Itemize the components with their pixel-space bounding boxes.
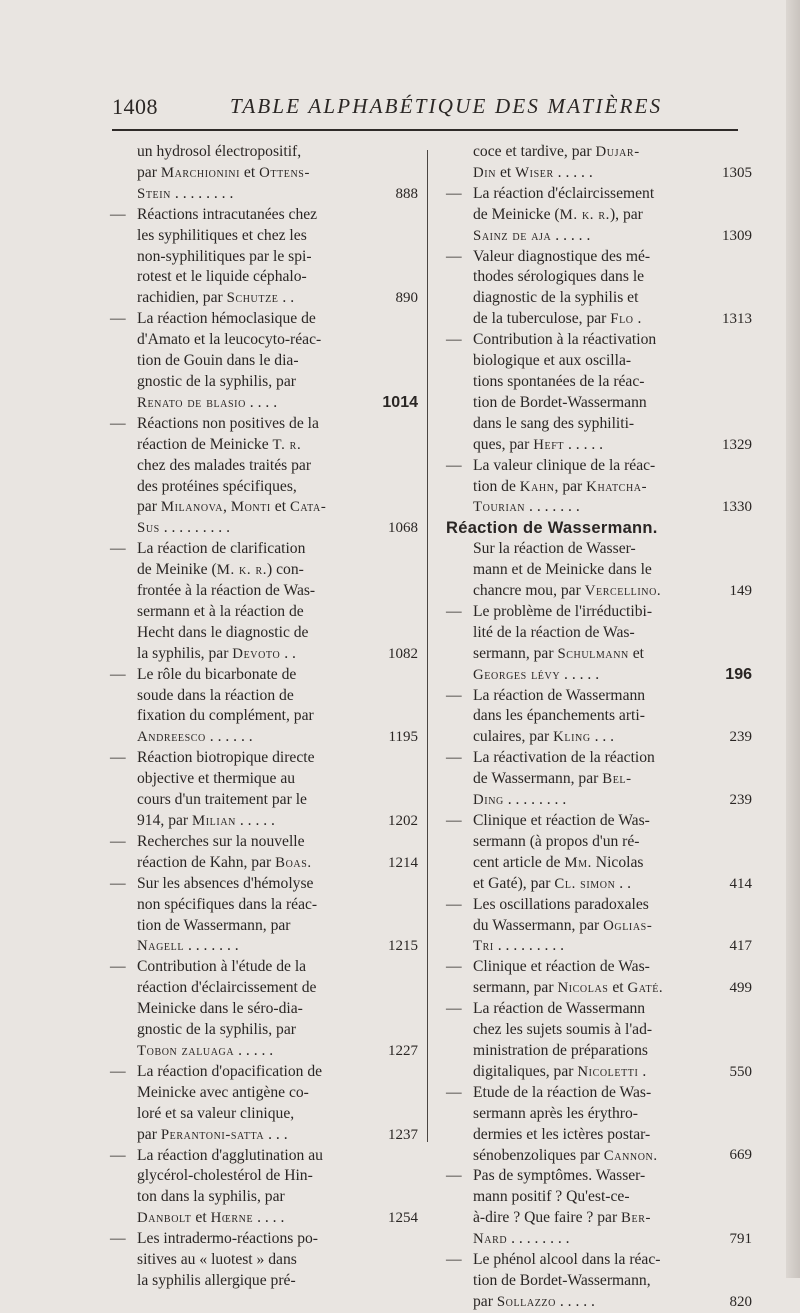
entry-line: ministration de préparations	[473, 1041, 648, 1059]
entry-line: Hecht dans le diagnostic de	[137, 623, 309, 641]
entry-line: sénobenzoliques par Cannon.	[473, 1146, 658, 1164]
entry-page-number: 1330	[722, 499, 752, 516]
entry-line: sermann (à propos d'un ré-	[473, 832, 640, 850]
page-edge	[786, 0, 800, 1278]
entry-line: diagnostic de la syphilis et	[473, 289, 639, 307]
entry-page-number: 149	[729, 583, 752, 600]
index-entry	[446, 895, 752, 958]
entry-line: la syphilis allergique pré-	[137, 1271, 296, 1289]
entry-line: réaction d'éclaircissement de	[137, 979, 317, 997]
entry-line: la syphilis, par Devoto . .	[137, 644, 296, 662]
entry-page-number: 417	[729, 938, 752, 955]
entry-line: objective et thermique au	[137, 770, 296, 788]
entry-page-number: 1254	[388, 1210, 418, 1227]
entry-line: Tourian . . . . . . .	[473, 498, 580, 516]
entry-line: frontée à la réaction de Was-	[137, 582, 316, 600]
entry-page-number: 239	[729, 729, 752, 746]
entry-line: gnostic de la syphilis, par	[137, 1021, 296, 1039]
entry-line: ques, par Heft . . . . .	[473, 435, 604, 453]
entry-page-number: 1068	[388, 520, 418, 537]
entry-line: ton dans la syphilis, par	[137, 1188, 285, 1206]
entry-line: par Milanova, Monti et Cata-	[137, 498, 327, 516]
entry-line: tion de Bordet-Wassermann,	[473, 1271, 651, 1289]
column-divider	[427, 150, 428, 1142]
entry-line: de Meinike (M. k. r.) con-	[137, 561, 304, 579]
entry-line: coce et tardive, par Dujar-	[473, 143, 640, 160]
index-entry	[446, 142, 752, 184]
entry-line: — Réactions non positives de la	[110, 414, 319, 432]
entry-page-number: 1237	[388, 1126, 418, 1143]
entry-line: Stein . . . . . . . .	[137, 184, 234, 202]
index-entry	[110, 309, 418, 414]
index-entry	[446, 957, 752, 999]
entry-page-number: 1329	[722, 436, 752, 453]
entry-line: — Le problème de l'irréductibi-	[446, 602, 653, 620]
entry-line: — Pas de symptômes. Wasser-	[446, 1167, 646, 1185]
entry-line: non-syphilitiques par le spi-	[137, 247, 312, 265]
entry-page-number: 550	[729, 1063, 752, 1080]
index-entry	[446, 539, 752, 602]
entry-line: réaction de Meinicke T. r.	[137, 435, 302, 453]
entry-line: par Marchionini et Ottens-	[137, 163, 310, 181]
entry-line: Renato de blasio . . . .	[137, 393, 278, 411]
entry-line: — La réactivation de la réaction	[446, 749, 655, 767]
entry-line: sermann, par Schulmann et	[473, 644, 645, 662]
entry-line: gnostic de la syphilis, par	[137, 372, 296, 390]
entry-line: — Etude de la réaction de Was-	[446, 1083, 652, 1101]
entry-line: Meinicke avec antigène co-	[137, 1083, 309, 1101]
entry-line: tion de Wassermann, par	[137, 916, 291, 934]
entry-line: Meinicke dans le séro-dia-	[137, 1000, 303, 1018]
entry-line: par Perantoni-satta . . .	[137, 1125, 288, 1143]
index-entry	[446, 686, 752, 749]
entry-page-number: 890	[395, 290, 418, 307]
index-entry	[446, 184, 752, 247]
entry-page-number: 1305	[722, 164, 752, 181]
entry-line: — La valeur clinique de la réac-	[446, 456, 656, 474]
index-entry	[446, 748, 752, 811]
entry-line: — La réaction hémoclasique de	[110, 310, 316, 328]
entry-page-number: 499	[729, 980, 752, 997]
index-entry	[446, 602, 752, 686]
entry-page-number: 1227	[388, 1042, 418, 1059]
index-entry	[110, 832, 418, 874]
entry-line: du Wassermann, par Oglias-	[473, 916, 653, 934]
entry-line: culaires, par Kling . . .	[473, 728, 615, 746]
entry-line: Sur la réaction de Wasser-	[473, 540, 636, 558]
entry-line: sermann après les érythro-	[473, 1104, 638, 1122]
index-entry	[446, 456, 752, 519]
entry-line: Georges lévy . . . . .	[473, 665, 600, 683]
index-entry	[110, 957, 418, 1062]
right-column	[446, 142, 752, 1313]
entry-line: Tobon zaluaga . . . . .	[137, 1041, 274, 1059]
entry-line: 914, par Milian . . . . .	[137, 812, 275, 829]
entry-page-number: 1202	[388, 812, 418, 829]
entry-line: chez des malades traités par	[137, 456, 312, 474]
entry-line: sitives au « luotest » dans	[137, 1251, 297, 1269]
index-entry	[110, 142, 418, 205]
entry-line: de Wassermann, par Bel-	[473, 770, 632, 788]
entry-line: tion de Gouin dans le dia-	[137, 352, 299, 370]
index-entry	[110, 1229, 376, 1292]
entry-line: fixation du complément, par	[137, 707, 314, 725]
entry-line: non spécifiques dans la réac-	[137, 895, 318, 913]
entry-line: — Clinique et réaction de Was-	[446, 812, 650, 829]
entry-line: — Clinique et réaction de Was-	[446, 958, 650, 976]
entry-line: lité de la réaction de Was-	[473, 623, 635, 641]
entry-line: dans le sang des syphiliti-	[473, 414, 635, 432]
entry-line: — Valeur diagnostique des mé-	[446, 247, 651, 265]
entry-line: — Le phénol alcool dans la réac-	[446, 1251, 661, 1269]
entry-line: réaction de Kahn, par Boas.	[137, 853, 312, 871]
entry-line: Andreesco . . . . . .	[137, 728, 253, 746]
entry-page-number: 1214	[388, 854, 418, 871]
entry-page-number: 888	[395, 185, 418, 202]
entry-line: soude dans la réaction de	[137, 686, 294, 704]
index-entry	[110, 205, 418, 310]
entry-page-number: 1014	[382, 393, 418, 411]
entry-line: — La réaction d'opacification de	[110, 1062, 323, 1080]
entry-line: — Réaction biotropique directe	[110, 749, 315, 767]
entry-line: — Le rôle du bicarbonate de	[110, 665, 297, 683]
index-entry	[446, 330, 752, 455]
page-header	[112, 94, 738, 124]
entry-line: rachidien, par Schutze . .	[137, 289, 295, 307]
entry-line: biologique et aux oscilla-	[473, 352, 632, 370]
entry-line: Sainz de aja . . . . .	[473, 226, 591, 244]
entry-line: dermies et les ictères postar-	[473, 1125, 651, 1143]
entry-page-number: 196	[725, 665, 752, 683]
entry-page-number: 820	[729, 1293, 752, 1310]
entry-line: — Réactions intracutanées chez	[110, 205, 318, 223]
entry-page-number: 791	[729, 1231, 752, 1248]
entry-line: d'Amato et la leucocyto-réac-	[137, 331, 322, 349]
entry-line: dans les épanchements arti-	[473, 707, 645, 725]
entry-line: et Gaté), par Cl. simon . .	[473, 874, 631, 892]
page-number: 1408	[112, 94, 158, 119]
index-entry	[446, 1250, 752, 1313]
index-entry	[110, 874, 418, 958]
entry-line: — Les intradermo-réactions po-	[110, 1230, 318, 1248]
entry-line: cours d'un traitement par le	[137, 791, 307, 809]
index-entry	[110, 414, 418, 539]
entry-line: — Contribution à la réactivation	[446, 331, 657, 349]
entry-line: mann et de Meinicke dans le	[473, 561, 652, 579]
entry-line: sermann et à la réaction de	[137, 602, 304, 620]
entry-line: — Recherches sur la nouvelle	[110, 832, 305, 850]
entry-line: rotest et le liquide céphalo-	[137, 268, 307, 286]
section-heading: Réaction de Wassermann.	[446, 519, 658, 538]
entry-line: — La réaction de clarification	[110, 540, 306, 558]
entry-page-number: 669	[729, 1147, 752, 1164]
running-title: TABLE ALPHABÉTIQUE DES MATIÈRES	[230, 94, 663, 118]
entry-page-number: 1313	[722, 311, 752, 328]
index-entry	[446, 247, 752, 331]
entry-line: — La réaction de Wassermann	[446, 1000, 646, 1018]
index-entry	[446, 811, 752, 895]
entry-page-number: 239	[729, 792, 752, 809]
entry-line: les syphilitiques et chez les	[137, 226, 307, 244]
entry-line: Nagell . . . . . . .	[137, 937, 239, 955]
entry-line: — Les oscillations paradoxales	[446, 895, 649, 913]
entry-line: à-dire ? Que faire ? par Ber-	[473, 1209, 652, 1227]
entry-line: Din et Wiser . . . . .	[473, 163, 593, 181]
entry-page-number: 1309	[722, 227, 752, 244]
entry-line: — La réaction d'éclaircissement	[446, 184, 655, 202]
index-entry	[110, 539, 418, 664]
entry-line: sermann, par Nicolas et Gaté.	[473, 979, 664, 997]
entry-line: — Sur les absences d'hémolyse	[110, 874, 314, 892]
entry-line: Nard . . . . . . . .	[473, 1230, 570, 1248]
entry-line: par Sollazzo . . . . .	[473, 1292, 595, 1310]
entry-line: Danbolt et Hœrne . . . .	[137, 1209, 285, 1227]
entry-line: chancre mou, par Vercellino.	[473, 582, 662, 600]
entry-line: digitaliques, par Nicoletti .	[473, 1062, 647, 1080]
entry-page-number: 414	[729, 875, 752, 892]
entry-line: tion de Bordet-Wassermann	[473, 393, 647, 411]
index-entry	[110, 748, 418, 832]
entry-page-number: 1082	[388, 645, 418, 662]
entry-line: Ding . . . . . . . .	[473, 791, 567, 809]
entry-line: de la tuberculose, par Flo .	[473, 310, 642, 328]
entry-line: tion de Kahn, par Khatcha-	[473, 477, 648, 495]
index-entry	[446, 1083, 752, 1167]
entry-line: — La réaction de Wassermann	[446, 686, 646, 704]
entry-line: Sus . . . . . . . . .	[137, 519, 230, 537]
entry-line: chez les sujets soumis à l'ad-	[473, 1021, 653, 1039]
index-entry	[446, 999, 752, 1083]
index-entry	[110, 665, 418, 749]
entry-page-number: 1195	[388, 729, 418, 746]
entry-line: — La réaction d'agglutination au	[110, 1146, 323, 1164]
index-entry	[446, 1166, 752, 1250]
entry-page-number: 1215	[388, 938, 418, 955]
entry-line: Tri . . . . . . . . .	[473, 937, 565, 955]
entry-line: loré et sa valeur clinique,	[137, 1104, 295, 1122]
entry-line: thodes sérologiques dans le	[473, 268, 645, 286]
entry-line: des protéines spécifiques,	[137, 477, 297, 495]
entry-line: de Meinicke (M. k. r.), par	[473, 205, 643, 223]
entry-line: glycérol-cholestérol de Hin-	[137, 1167, 313, 1185]
header-rule	[112, 129, 738, 131]
entry-line: — Contribution à l'étude de la	[110, 958, 307, 976]
index-entry	[110, 1062, 418, 1146]
index-entry	[110, 1146, 418, 1230]
entry-line: cent article de Mm. Nicolas	[473, 853, 644, 871]
left-column	[110, 142, 418, 1292]
entry-line: mann positif ? Qu'est-ce-	[473, 1188, 630, 1206]
entry-line: tions spontanées de la réac-	[473, 372, 645, 390]
entry-line: un hydrosol électropositif,	[137, 143, 302, 160]
